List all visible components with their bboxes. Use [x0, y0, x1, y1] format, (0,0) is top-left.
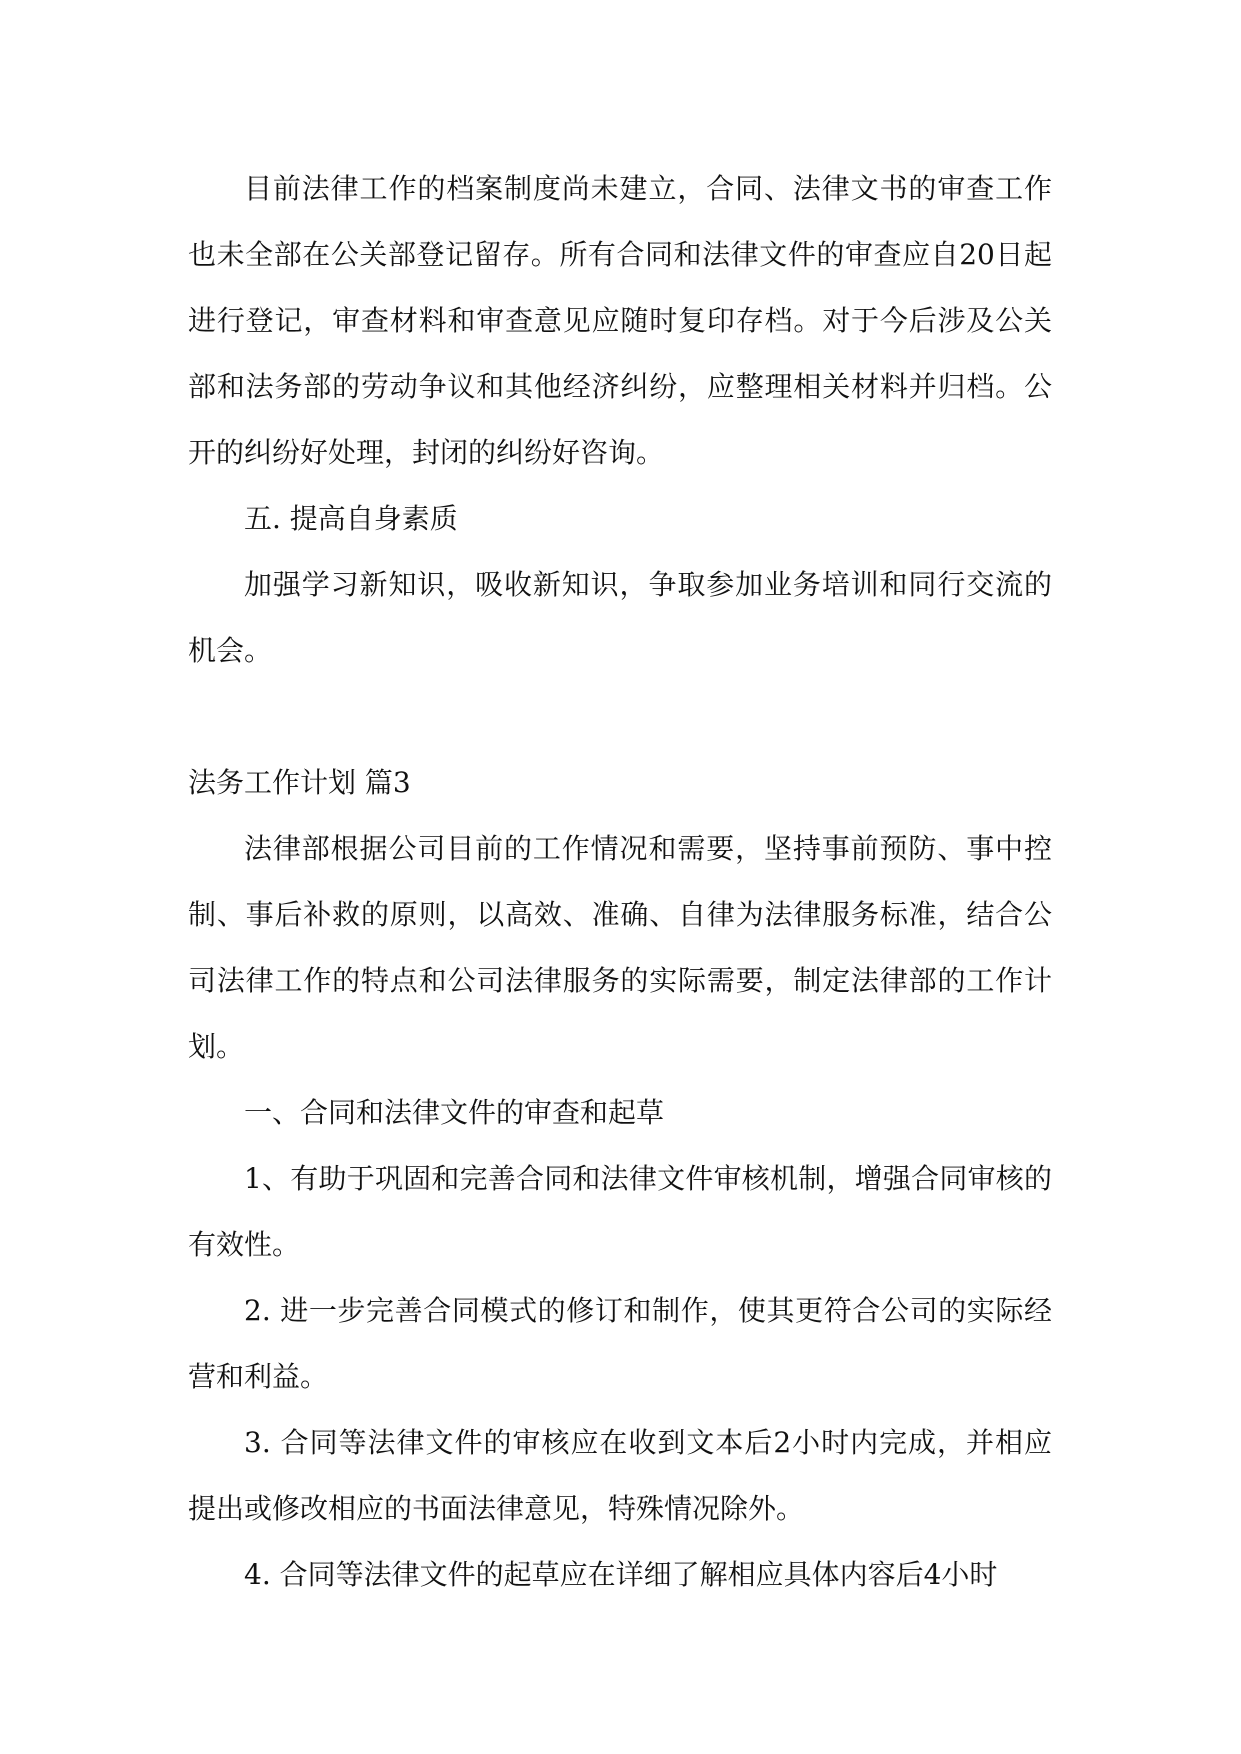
paragraph-five: 加强学习新知识，吸收新知识，争取参加业务培训和同行交流的机会。 [188, 568, 1052, 667]
heading-one: 一、合同和法律文件的审查和起草 [244, 1096, 665, 1129]
list-item-4: 4. 合同等法律文件的起草应在详细了解相应具体内容后4小时 [244, 1558, 998, 1591]
section-title: 法务工作计划 篇3 [188, 766, 411, 799]
section-spacer [188, 684, 1052, 750]
list-item-3: 3. 合同等法律文件的审核应在收到文本后2小时内完成，并相应提出或修改相应的书面法律意见，特殊情况除外。 [188, 1426, 1052, 1525]
intro-paragraph: 目前法律工作的档案制度尚未建立，合同、法律文书的审查工作也未全部在公关部登记留存。所有合同和法律文件的审查应自20日起进行登记，审查材料和审查意见应随时复印存档。对于今后涉及公关部和法务部的劳动争议和其他经济纠纷，应整理相关材料并归档。公开的纠纷好处理，封闭的纠纷好咨询。 [188, 172, 1052, 469]
section-intro-paragraph: 法律部根据公司目前的工作情况和需要，坚持事前预防、事中控制、事后补救的原则，以高效、准确、自律为法律服务标准，结合公司法律工作的特点和公司法律服务的实际需要，制定法律部的工作计划。 [188, 832, 1052, 1063]
heading-five: 五. 提高自身素质 [244, 502, 458, 535]
document-body [188, 156, 1052, 1608]
list-item-1: 1、有助于巩固和完善合同和法律文件审核机制，增强合同审核的有效性。 [188, 1162, 1052, 1261]
list-item-2: 2. 进一步完善合同模式的修订和制作，使其更符合公司的实际经营和利益。 [188, 1294, 1052, 1393]
